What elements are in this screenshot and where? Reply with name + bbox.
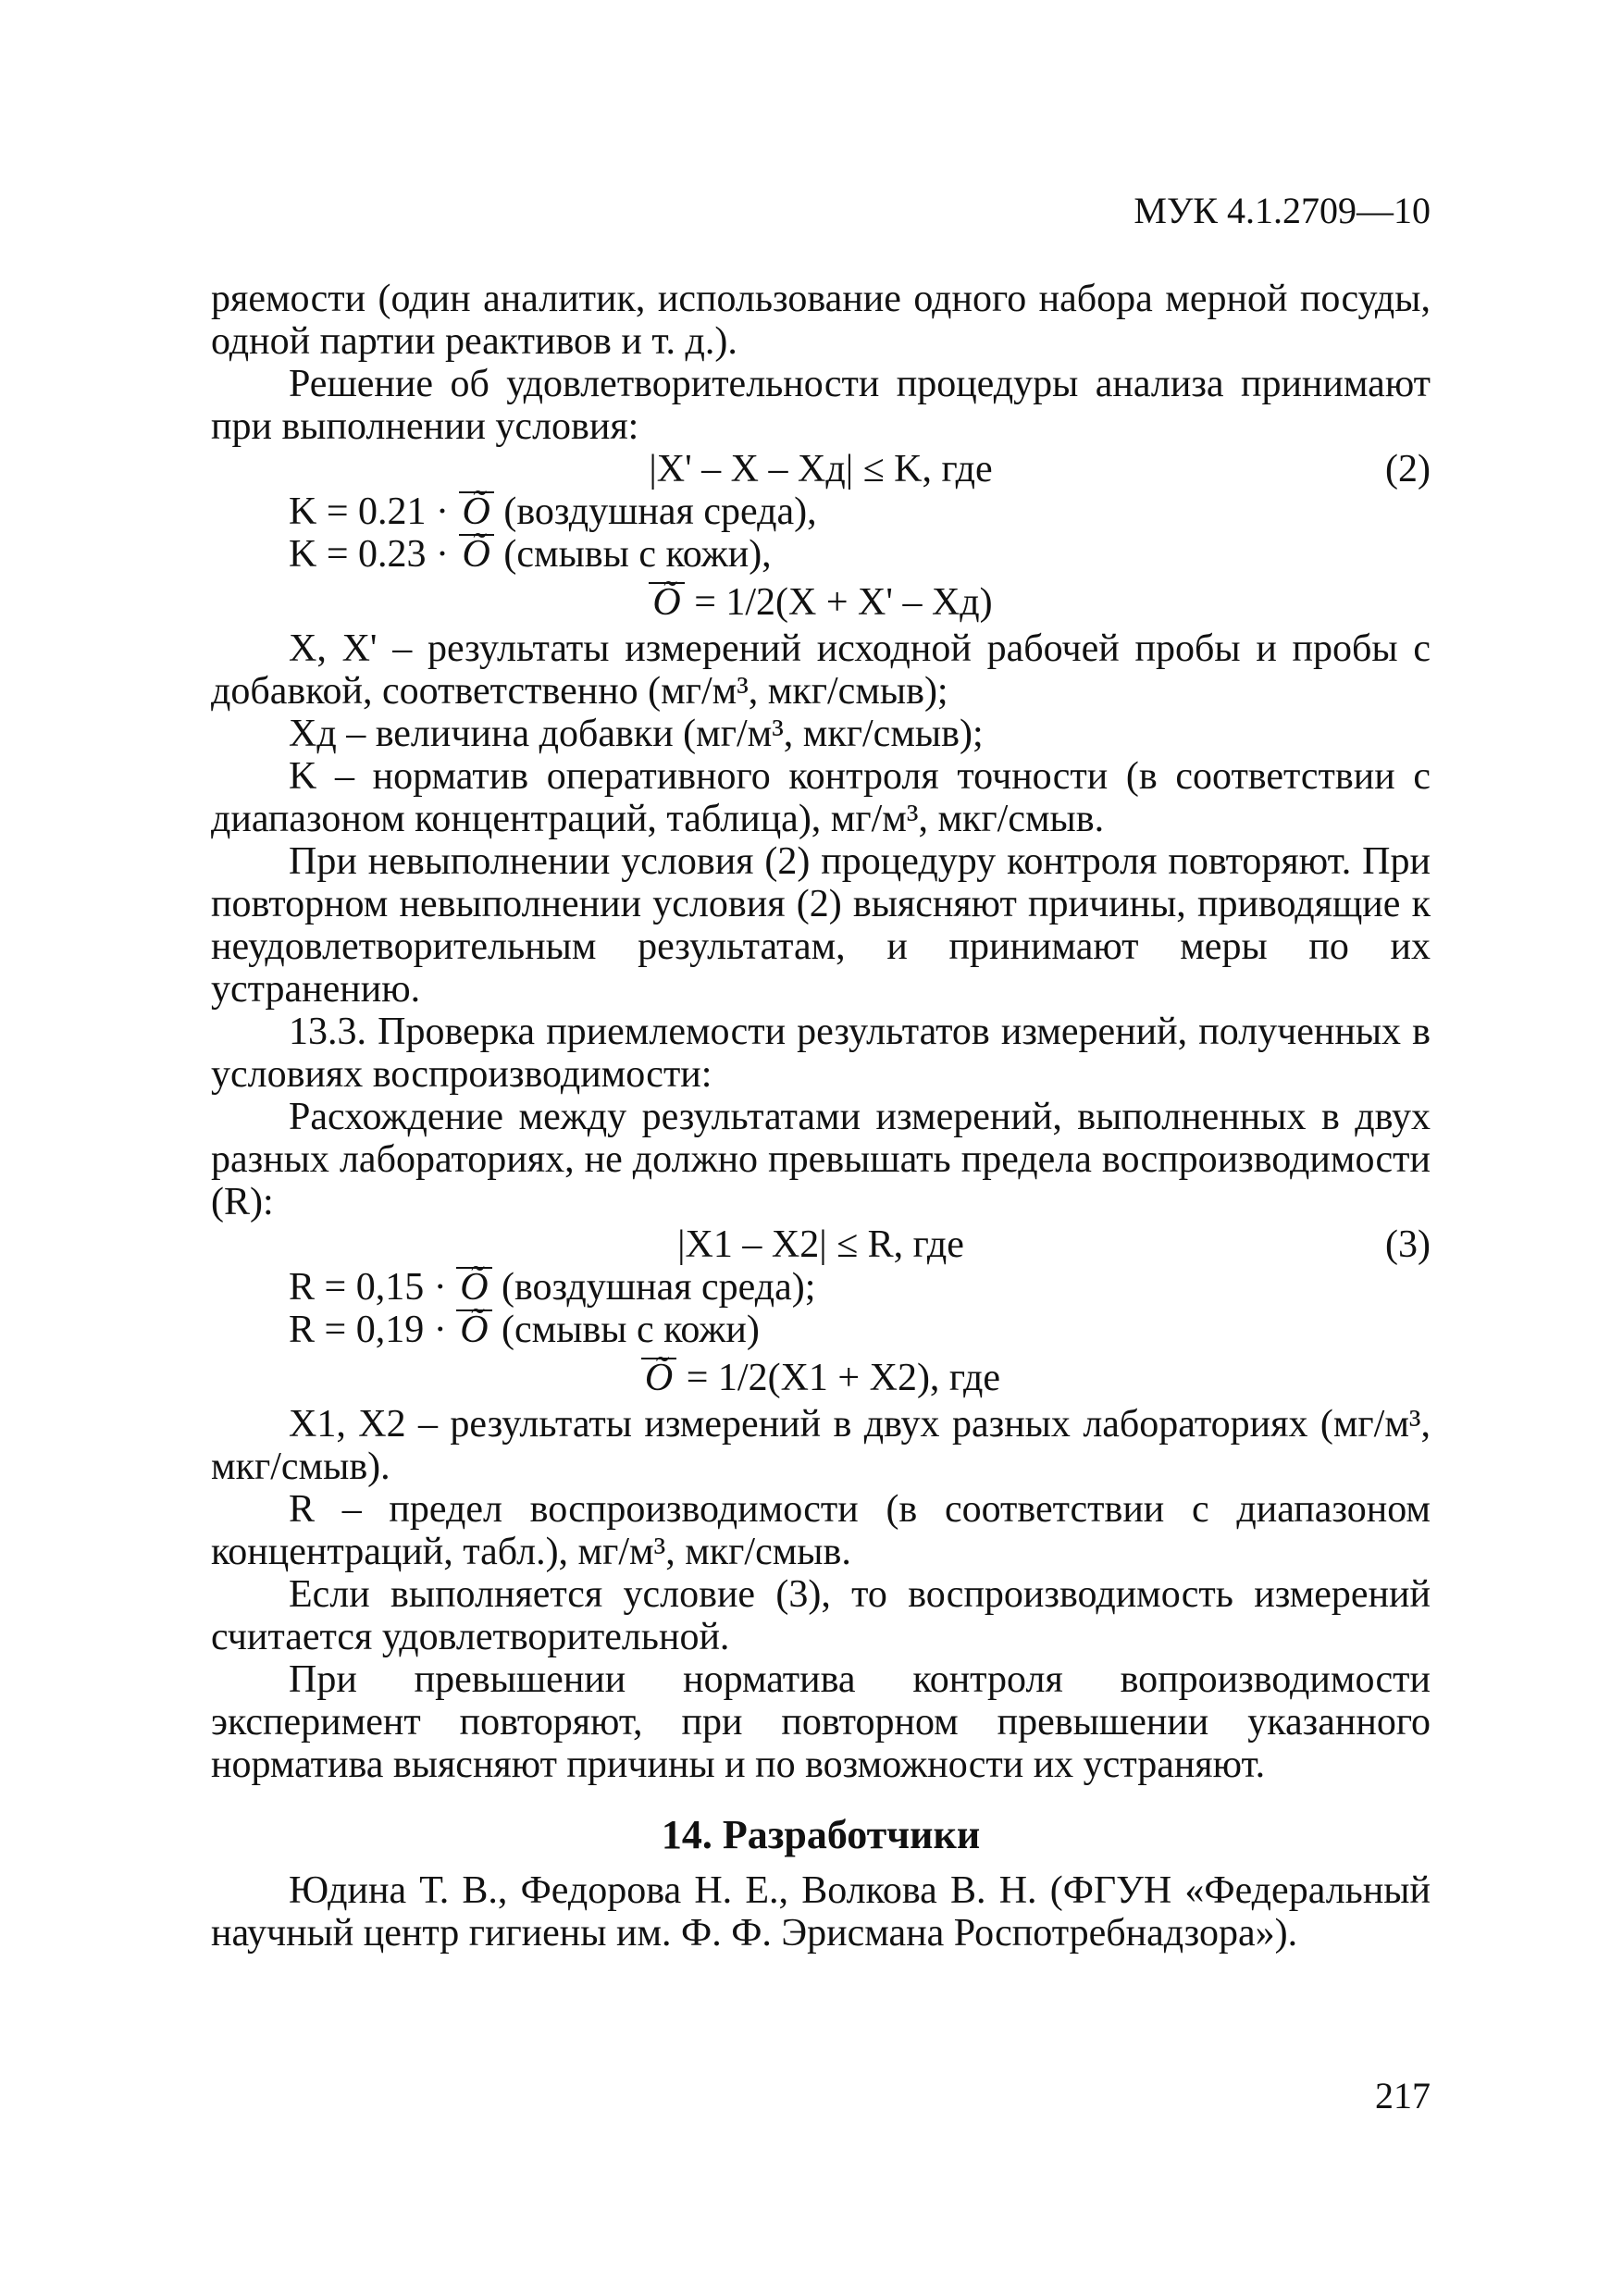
equation-formula: |X1 – X2| ≤ R, где <box>677 1223 964 1266</box>
definition: Xд – величина добавки (мг/м³, мкг/смыв); <box>289 713 984 755</box>
mean-symbol: Õ <box>459 491 494 530</box>
mean-symbol: Õ <box>456 1309 491 1348</box>
mean-symbol: Õ <box>649 582 684 621</box>
k-skin-desc: (смывы с кожи), <box>503 533 772 576</box>
definition: X1, X2 – результаты измерений в двух разных лабораториях (мг/м³, мкг/смыв). <box>211 1403 1431 1488</box>
r-skin-line <box>211 1309 1431 1351</box>
equation-number: (3) <box>1385 1223 1431 1266</box>
mean-symbol: Õ <box>641 1358 676 1396</box>
paragraph: 13.3. Проверка приемлемости результатов измерений, полученных в условиях воспроизводимости: <box>211 1011 1431 1096</box>
definition: X, X' – результаты измерений исходной рабочей пробы и пробы с добавкой, соответственно (мг/м³, мкг/смыв); <box>211 627 1431 713</box>
paragraph: При невыполнении условия (2) процедуру контроля повторяют. При повторном невыполнении условия (2) выясняют причины, приводящие к неудовлетворительным результатам, и принимают меры по их устранению. <box>211 840 1431 1011</box>
equation-number: (2) <box>1385 448 1431 490</box>
developers-paragraph: Юдина Т. В., Федорова Н. Е., Волкова В. Н. (ФГУН «Федеральный научный центр гигиены им. Ф. Ф. Эрисмана Роспотребнадзора»). <box>211 1869 1431 1955</box>
body-text <box>211 278 1431 1955</box>
r-skin-formula: R = 0,19 · <box>289 1309 447 1351</box>
k-skin-line <box>211 533 1431 576</box>
k-skin-formula: K = 0.23 · <box>289 533 450 576</box>
section-heading: 14. Разработчики <box>661 1812 981 1857</box>
page-number: 217 <box>1375 2075 1431 2116</box>
document-code: МУК 4.1.2709—10 <box>1134 190 1431 231</box>
equation-2 <box>211 448 1431 490</box>
equation-formula: |X' – X – Xд| ≤ K, где <box>649 448 993 490</box>
paragraph: ряемости (один аналитик, использование одного набора мерной посуды, одной партии реактивов и т. д.). <box>211 278 1431 363</box>
equation-3 <box>211 1223 1431 1266</box>
k-air-line <box>211 490 1431 533</box>
mean-formula-text: = 1/2(X1 + X2), где <box>686 1357 1001 1399</box>
mean-formula-2 <box>211 1351 1431 1403</box>
definition: K – норматив оперативного контроля точности (в соответствии с диапазоном концентраций, таблица), мг/м³, мкг/смыв. <box>211 755 1431 840</box>
k-air-formula: K = 0.21 · <box>289 490 450 533</box>
r-skin-desc: (смывы с кожи) <box>502 1309 760 1351</box>
paragraph: Решение об удовлетворительности процедуры анализа принимают при выполнении условия: <box>211 363 1431 448</box>
mean-symbol: Õ <box>459 534 494 573</box>
paragraph: При превышении норматива контроля вопроизводимости эксперимент повторяют, при повторном превышении указанного норматива выясняют причины и по возможности их устраняют. <box>211 1658 1431 1786</box>
r-air-desc: (воздушная среда); <box>502 1266 816 1309</box>
paragraph: Если выполняется условие (3), то воспроизводимость измерений считается удовлетворительной. <box>211 1573 1431 1658</box>
k-air-desc: (воздушная среда), <box>503 490 817 533</box>
r-air-line <box>211 1266 1431 1309</box>
mean-formula-1 <box>211 576 1431 627</box>
definition: R – предел воспроизводимости (в соответствии с диапазоном концентраций, табл.), мг/м³, мкг/смыв. <box>211 1488 1431 1573</box>
paragraph: Расхождение между результатами измерений, выполненных в двух разных лабораториях, не должно превышать предела воспроизводимости (R): <box>211 1096 1431 1223</box>
mean-formula-text: = 1/2(X + X' – Xд) <box>694 581 993 624</box>
r-air-formula: R = 0,15 · <box>289 1266 447 1309</box>
mean-symbol: Õ <box>456 1267 491 1306</box>
